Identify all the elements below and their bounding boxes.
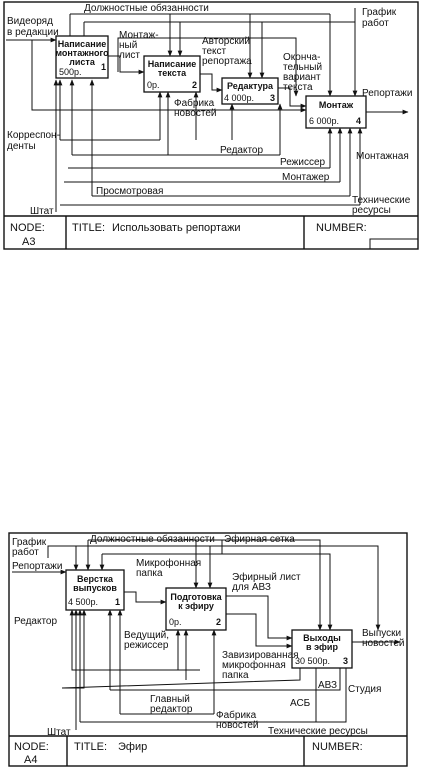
a4-label-host-l2: режиссер bbox=[124, 640, 169, 651]
a3-label-correspondents-l2: денты bbox=[7, 141, 36, 152]
a4-box-2-num: 2 bbox=[216, 617, 222, 627]
a4-box-3[interactable] bbox=[292, 630, 352, 668]
a3-label-video-l2: в редакции bbox=[7, 27, 59, 38]
a3-box-3-cost: 4 000р. bbox=[224, 93, 255, 103]
a3-label-video-l1: Видеоряд bbox=[7, 16, 53, 27]
a4-label-factory-l2: новостей bbox=[216, 720, 259, 731]
a4-label-avz: АВЗ bbox=[318, 680, 338, 691]
a3-label-montage-room: Монтажная bbox=[356, 151, 409, 162]
a4-label-studio: Студия bbox=[348, 684, 382, 695]
a3-label-final-l1: Оконча- bbox=[283, 52, 321, 63]
a3-footer bbox=[4, 216, 418, 249]
a4-label-chief-l1: Главный bbox=[150, 694, 190, 705]
a3-box-1-title-l2: монтажного bbox=[55, 48, 109, 58]
a4-label-air-sheet-l1: Эфирный лист bbox=[232, 572, 301, 583]
a4-label-duties: Должностные обязанности bbox=[90, 534, 215, 545]
a4-label-signed-l1: Завизированная bbox=[222, 650, 299, 661]
a3-title-label: TITLE: bbox=[72, 222, 106, 234]
a4-label-news-out-l2: новостей bbox=[362, 638, 405, 649]
a4-box-1-num: 1 bbox=[115, 597, 121, 607]
a3-label-montage-sheet-l2: ный bbox=[119, 40, 138, 51]
a3-box-4-cost: 6 000р. bbox=[309, 116, 340, 126]
a3-box-3-num: 3 bbox=[270, 93, 276, 103]
a4-title-label: TITLE: bbox=[74, 741, 108, 753]
a3-label-author-l1: Авторский bbox=[202, 36, 250, 47]
a3-label-final-l4: текста bbox=[283, 82, 313, 93]
a3-label-duties: Должностные обязанности bbox=[84, 3, 209, 14]
diagram-a3 bbox=[0, 0, 421, 252]
a3-label-montager: Монтажер bbox=[282, 172, 330, 183]
a3-box-2-cost: 0р. bbox=[147, 80, 160, 90]
a4-label-chief-l2: редактор bbox=[150, 704, 193, 715]
a3-box-2-title-l2: текста bbox=[157, 68, 187, 78]
a3-label-news-factory-l1: Фабрика bbox=[174, 98, 215, 109]
a3-box-4-title-l1: Монтаж bbox=[318, 100, 354, 110]
a4-title-value: Эфир bbox=[118, 741, 148, 753]
a3-box-4[interactable] bbox=[306, 96, 366, 128]
a4-label-schedule-l2: работ bbox=[12, 547, 39, 558]
a4-label-mic-folder-l1: Микрофонная bbox=[136, 558, 202, 569]
a3-label-viewing: Просмотровая bbox=[96, 186, 164, 197]
a4-box-3-cost: 30 500р. bbox=[295, 656, 331, 666]
a3-label-staff: Штат bbox=[30, 206, 54, 217]
a3-box-4-num: 4 bbox=[356, 116, 362, 126]
a4-box-1-title-l1: Верстка bbox=[77, 574, 113, 584]
a3-label-author-l2: текст bbox=[202, 46, 227, 57]
a3-label-schedule-l1: График bbox=[362, 7, 397, 18]
a4-box-1-title-l2: выпусков bbox=[73, 583, 117, 593]
a4-box-2-title-l1: Подготовка bbox=[170, 592, 222, 602]
a4-label-news-out-l1: Выпуски bbox=[362, 628, 402, 639]
a3-label-tech-l1: Технические bbox=[352, 195, 411, 206]
diagram-a4-canvas bbox=[0, 530, 421, 769]
a3-label-final-l2: тельный bbox=[283, 62, 323, 73]
a3-node-label: NODE: bbox=[10, 222, 45, 234]
a3-box-2[interactable] bbox=[144, 56, 200, 92]
a4-label-host-l1: Ведущий, bbox=[124, 630, 170, 641]
a4-label-air-grid: Эфирная сетка bbox=[224, 534, 295, 545]
a3-box-3[interactable] bbox=[222, 78, 278, 104]
a4-label-air-sheet-l2: для АВЗ bbox=[232, 582, 271, 593]
a3-label-montage-sheet-l1: Монтаж- bbox=[119, 30, 159, 41]
a4-node-value: A4 bbox=[24, 754, 38, 766]
a4-label-factory-l1: Фабрика bbox=[216, 710, 257, 721]
a3-box-2-title-l1: Написание bbox=[147, 59, 197, 69]
a3-label-correspondents-l1: Корреспон- bbox=[7, 130, 60, 141]
a4-box-2-title-l2: к эфиру bbox=[178, 601, 214, 611]
a4-box-2[interactable] bbox=[166, 588, 226, 630]
a4-label-reports: Репортажи bbox=[12, 561, 63, 572]
a3-box-3-title-l1: Редактура bbox=[226, 81, 274, 91]
diagram-a4 bbox=[0, 530, 421, 769]
a4-box-1-cost: 4 500р. bbox=[68, 597, 99, 607]
a4-label-signed-l2: микрофонная bbox=[222, 660, 286, 671]
a4-box-1[interactable] bbox=[66, 570, 124, 610]
a4-node-label: NODE: bbox=[14, 741, 49, 753]
a3-label-editor: Редактор bbox=[220, 145, 264, 156]
a4-box-3-title-l2: в эфир bbox=[306, 642, 338, 652]
a3-label-reports: Репортажи bbox=[362, 88, 413, 99]
a4-label-asb: АСБ bbox=[290, 698, 311, 709]
a3-label-final-l3: вариант bbox=[283, 72, 321, 83]
a3-label-author-l3: репортажа bbox=[202, 56, 252, 67]
a3-box-2-num: 2 bbox=[192, 80, 198, 90]
a3-label-montage-sheet-l3: лист bbox=[119, 50, 141, 61]
a3-label-schedule-l2: работ bbox=[362, 18, 389, 29]
a3-box-1-title-l3: листа bbox=[69, 57, 95, 67]
a4-box-3-num: 3 bbox=[343, 656, 349, 666]
a3-title-value: Использовать репортажи bbox=[112, 222, 241, 234]
a3-box-1-num: 1 bbox=[101, 62, 107, 72]
a3-box-1-title-l1: Написание bbox=[57, 39, 107, 49]
a3-label-tech-l2: ресурсы bbox=[352, 205, 391, 216]
a4-footer bbox=[9, 736, 407, 766]
a4-number-label: NUMBER: bbox=[312, 741, 363, 753]
a4-label-tech: Технические ресурсы bbox=[268, 726, 368, 737]
a3-label-director: Режиссер bbox=[280, 157, 326, 168]
a4-label-editor: Редактор bbox=[14, 616, 58, 627]
a4-label-signed-l3: папка bbox=[222, 670, 249, 681]
a4-box-3-title-l1: Выходы bbox=[303, 633, 341, 643]
a3-box-1[interactable] bbox=[55, 36, 109, 78]
a3-label-news-factory-l2: новостей bbox=[174, 108, 217, 119]
a4-label-staff: Штат bbox=[47, 727, 71, 738]
a3-box-1-cost: 500р. bbox=[59, 67, 82, 77]
a3-number-label: NUMBER: bbox=[316, 222, 367, 234]
a4-box-2-cost: 0р. bbox=[169, 617, 182, 627]
diagram-a3-canvas bbox=[0, 0, 421, 252]
a4-label-mic-folder-l2: папка bbox=[136, 568, 163, 579]
a4-label-schedule-l1: График bbox=[12, 537, 47, 548]
a3-node-value: A3 bbox=[22, 236, 36, 248]
